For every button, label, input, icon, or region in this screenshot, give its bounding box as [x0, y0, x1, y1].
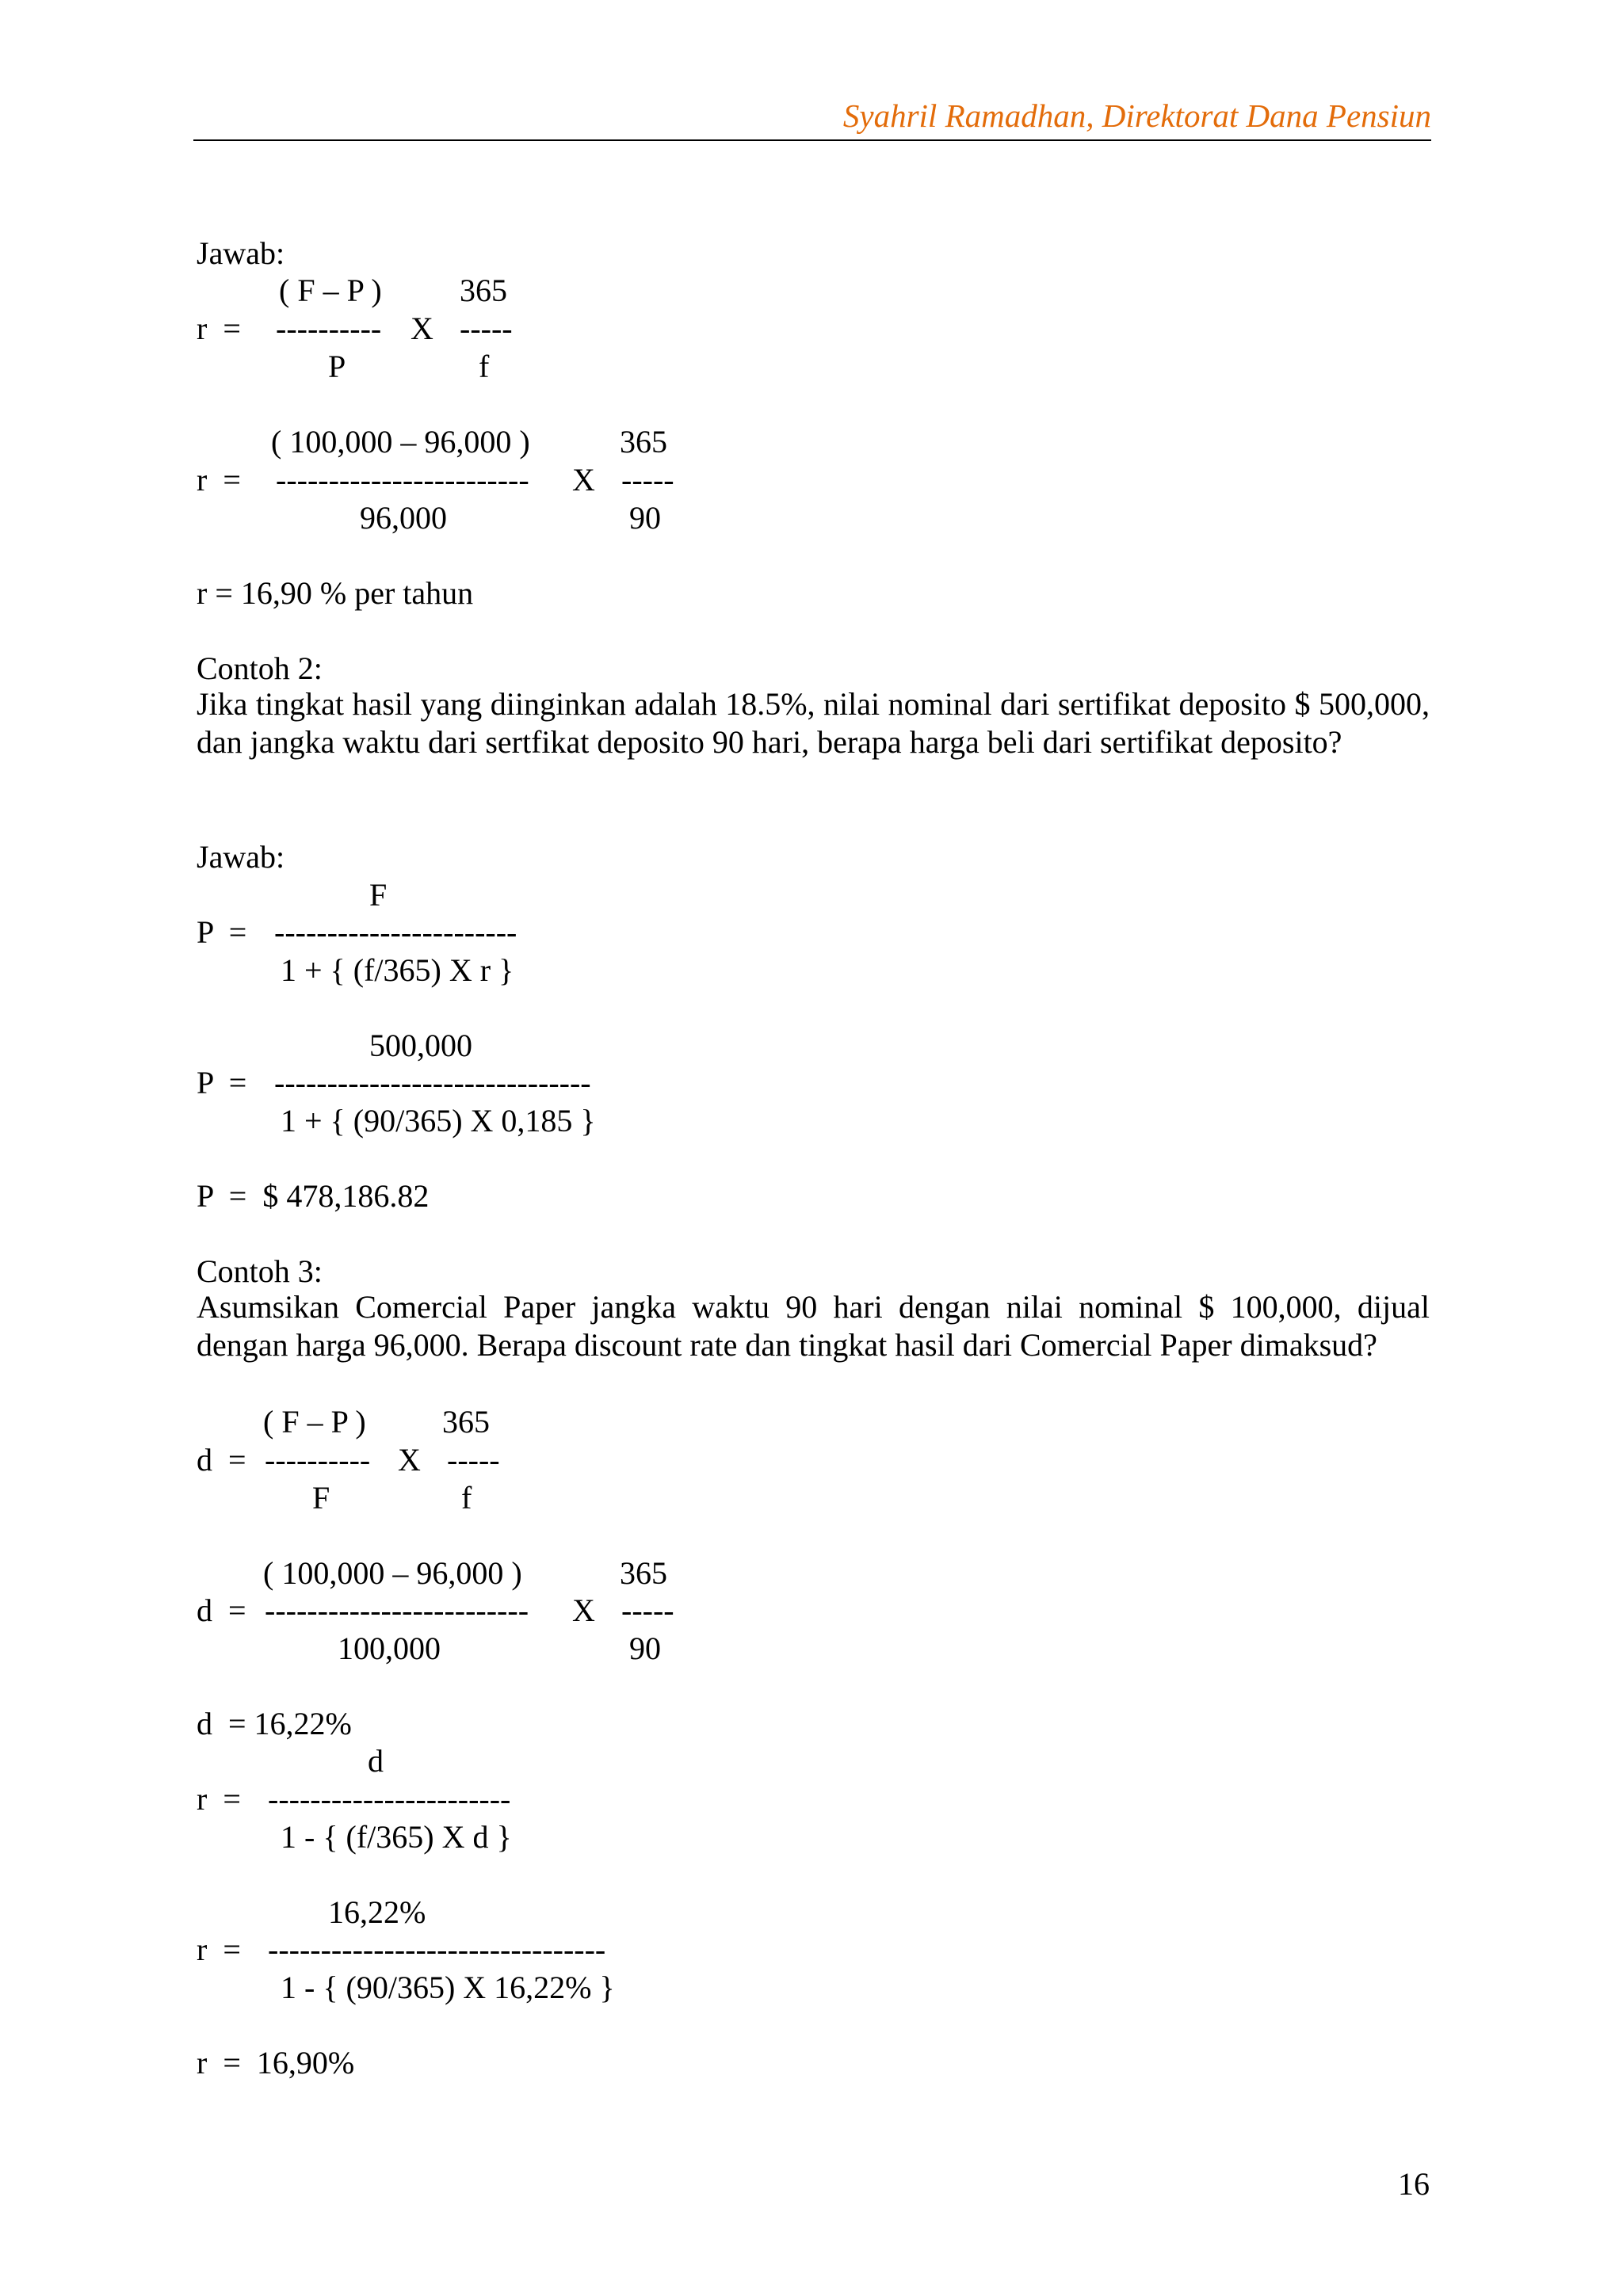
fraction-bar: -------------------------------- — [268, 1932, 606, 1967]
formula-denominator: 1 + { (f/365) X r } — [281, 952, 514, 988]
formula-numerator: ( 100,000 – 96,000 ) — [263, 1555, 522, 1591]
formula-denominator-2: 90 — [629, 1630, 661, 1666]
header-rule — [193, 139, 1431, 141]
formula-numerator: ( F – P ) — [263, 1404, 366, 1440]
formula-lhs: r = — [197, 1781, 241, 1817]
fraction-bar: ----------------------- — [274, 914, 517, 950]
formula-lhs: d = — [197, 1442, 246, 1478]
formula-denominator: 1 - { (f/365) X d } — [281, 1819, 512, 1855]
formula-numerator-2: 365 — [620, 1555, 667, 1591]
fraction-bar-2: ----- — [447, 1442, 500, 1478]
fraction-bar: ------------------------------ — [274, 1065, 591, 1100]
formula-lhs: r = — [197, 462, 241, 498]
example-heading: Contoh 2: — [197, 650, 323, 686]
example-heading: Contoh 3: — [197, 1253, 323, 1289]
page-number: 16 — [1398, 2166, 1430, 2202]
formula-numerator-2: 365 — [460, 273, 507, 308]
formula-lhs: P = — [197, 1065, 247, 1100]
formula-lhs: r = — [197, 1932, 241, 1967]
fraction-bar: ------------------------ — [276, 462, 529, 498]
multiply-operator: X — [411, 311, 433, 346]
formula-denominator: 1 + { (90/365) X 0,185 } — [281, 1103, 596, 1138]
running-header: Syahril Ramadhan, Direktorat Dana Pensiun — [842, 97, 1431, 134]
formula-denominator: 1 - { (90/365) X 16,22% } — [281, 1970, 615, 2005]
jawab-label: Jawab: — [197, 235, 285, 271]
result-line: r = 16,90 % per tahun — [197, 575, 474, 611]
fraction-bar-2: ----- — [460, 311, 513, 346]
formula-lhs: r = — [197, 311, 241, 346]
fraction-bar: ---------- — [276, 311, 382, 346]
formula-lhs: d = — [197, 1592, 246, 1628]
formula-denominator: F — [312, 1480, 330, 1516]
formula-lhs: P = — [197, 914, 247, 950]
multiply-operator: X — [572, 1592, 595, 1628]
formula-denominator-2: 90 — [629, 500, 661, 536]
formula-denominator: P — [328, 349, 346, 384]
formula-denominator: 96,000 — [360, 500, 447, 536]
multiply-operator: X — [398, 1442, 421, 1478]
result-line: r = 16,90% — [197, 2045, 355, 2081]
fraction-bar: ---------- — [265, 1442, 371, 1478]
jawab-label: Jawab: — [197, 839, 285, 875]
example-question: Asumsikan Comercial Paper jangka waktu 90 hari dengan nilai nominal $ 100,000, dijual dengan harga 96,000. Berapa discount rate dan tingkat hasil dari Comercial Paper dimaksud? — [197, 1289, 1430, 1363]
formula-numerator: d — [368, 1743, 384, 1779]
formula-numerator-2: 365 — [620, 424, 667, 460]
formula-denominator: 100,000 — [338, 1630, 441, 1666]
formula-numerator: 16,22% — [328, 1894, 426, 1930]
result-line: d = 16,22% — [197, 1706, 352, 1741]
fraction-bar-2: ----- — [621, 462, 674, 498]
fraction-bar: ----------------------- — [268, 1781, 511, 1817]
fraction-bar: ------------------------- — [265, 1592, 529, 1628]
multiply-operator: X — [572, 462, 595, 498]
fraction-bar-2: ----- — [621, 1592, 674, 1628]
formula-numerator: F — [369, 877, 388, 913]
formula-denominator-2: f — [461, 1480, 472, 1516]
formula-numerator-2: 365 — [442, 1404, 490, 1440]
formula-numerator: 500,000 — [369, 1028, 472, 1063]
formula-numerator: ( F – P ) — [279, 273, 382, 308]
formula-numerator: ( 100,000 – 96,000 ) — [271, 424, 530, 460]
formula-denominator-2: f — [479, 349, 490, 384]
example-question: Jika tingkat hasil yang diinginkan adalah 18.5%, nilai nominal dari sertifikat deposito $ 500,000, dan jangka waktu dari sertfikat deposito 90 hari, berapa harga beli dari sertifikat deposito? — [197, 686, 1430, 760]
result-line: P = $ 478,186.82 — [197, 1178, 430, 1214]
